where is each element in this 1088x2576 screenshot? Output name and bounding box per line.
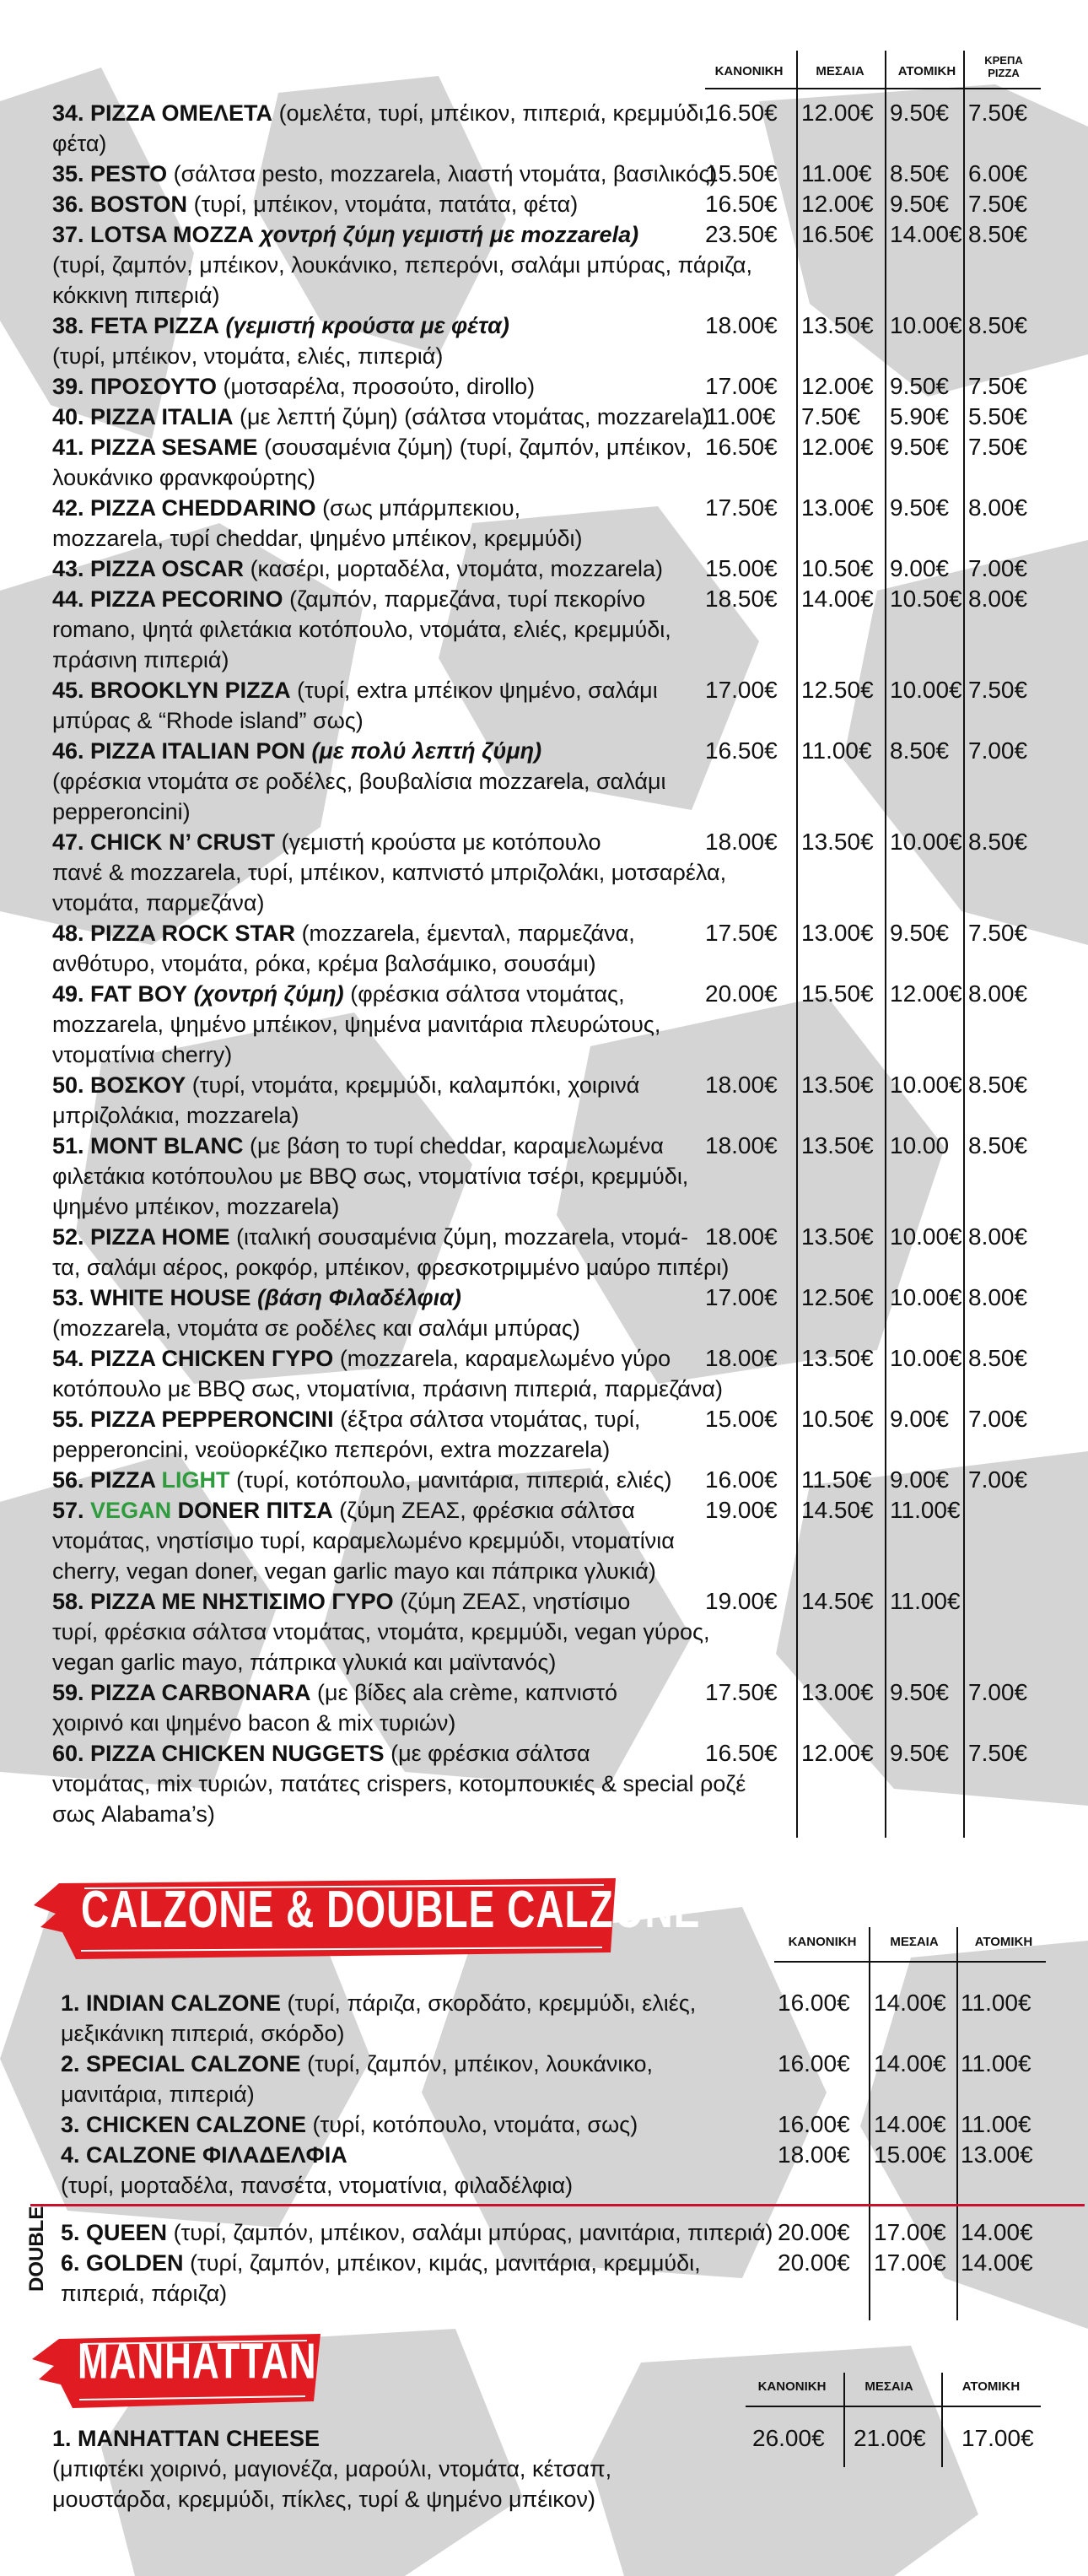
manhattan-column-divider [843,2373,845,2467]
item-name: PIZZA PEPPERONCINI [90,1407,334,1432]
item-price: 6.00€ [968,160,1028,186]
item-price: 9.50€ [890,373,950,399]
item-description: (γεμιστή κρούστα με κοτόπουλο [281,829,601,855]
item-price: 12.00€ [801,1740,874,1766]
menu-item-description-line: romano, ψητά φιλετάκια κοτόπουλο, ντομάτα, ελιές, κρεμμύδι, [52,617,671,642]
item-price: 15.00€ [874,2141,946,2168]
item-price: 13.00€ [801,494,874,521]
item-note: (χοντρή ζύμη) [193,981,344,1007]
menu-item-description-line: mozzarela, ψημένο μπέικον, ψημένα μανιτάρια πλευρώτους, [52,1012,661,1037]
item-price: 13.50€ [801,1072,874,1098]
item-price: 7.00€ [968,1406,1028,1432]
item-price: 18.00€ [705,1345,778,1371]
item-price: 18.00€ [705,1072,778,1098]
item-price: 11.00€ [961,1990,1031,2016]
item-number: 39. [52,374,91,399]
item-price: 8.00€ [968,1284,1028,1310]
item-price: 9.00€ [890,1406,950,1432]
item-name: CHICKEN CALZONE [86,2112,307,2137]
item-price: 9.50€ [890,434,950,460]
item-price: 5.50€ [968,403,1028,429]
item-name: PIZZA [90,1467,162,1493]
item-number: 1. [52,2426,78,2451]
item-number: 55. [52,1407,91,1432]
item-price: 10.50€ [801,555,874,581]
item-price: 8.50€ [968,221,1028,247]
item-description: (έξτρα σάλτσα ντομάτας, τυρί, [340,1407,641,1432]
item-description: (τυρί, πάριζα, σκορδάτο, κρεμμύδι, ελιές, [287,1990,697,2016]
crepe-label: ΚΡΕΠΑ [984,54,1023,67]
item-price: 15.00€ [705,555,778,581]
item-price: 9.50€ [890,920,950,946]
item-price: 13.50€ [801,1223,874,1250]
item-price: 14.00€ [874,2050,946,2076]
item-price: 13.00€ [801,1679,874,1705]
item-price: 18.00€ [705,312,778,338]
item-price: 14.00€ [961,2219,1033,2245]
item-price: 10.00€ [890,1072,962,1098]
item-name: PIZZA SESAME [90,435,258,460]
item-price: 14.00€ [874,1990,946,2016]
item-description: (ζύμη ΖΕΑΣ, νηστίσιμο [400,1589,631,1614]
menu-item-description-line: ψημένο μπέικον, mozzarela) [52,1194,340,1219]
item-number: 41. [52,435,91,460]
crepe-pizza-label: PIZZA [988,67,1020,79]
menu-item-description-line: cherry, vegan doner, vegan garlic mayo και πάπρικα γλυκιά) [52,1558,656,1584]
menu-item-description-line: μεξικάνικη πιπεριά, σκόρδο) [61,2021,345,2046]
menu-item-description-line: μουστάρδα, κρεμμύδι, πίκλες, τυρί & ψημένο μπέικον) [52,2487,595,2512]
calzone-banner-title: CALZONE & DOUBLE CALZONE [81,1879,701,1939]
item-number: 57. [52,1498,91,1523]
item-description: (με βίδες ala crème, καπνιστό [317,1680,618,1705]
item-name: FAT BOY [90,981,188,1007]
item-description: (ιταλική σουσαμένια ζύμη, mozzarela, ντομά- [236,1224,689,1250]
item-number: 47. [52,829,91,855]
item-number: 5. [61,2220,87,2245]
item-price: 8.00€ [968,494,1028,521]
menu-item-description-line: ανθότυρο, ντομάτα, ρόκα, κρέμα βαλσάμικο, σουσάμι) [52,951,596,976]
menu-item-description-line: κοτόπουλο με BBQ σως, ντοματίνια, πράσινη πιπεριά, παρμεζάνα) [52,1376,724,1401]
item-note: (γεμιστή κρούστα με φέτα) [225,313,509,338]
item-price: 15.50€ [801,980,874,1007]
menu-item-description-line: χοιρινό και ψημένο bacon & mix τυριών) [52,1710,456,1736]
double-calzone-label: DOUBLE [25,2206,48,2292]
item-description: (ζαμπόν, παρμεζάνα, τυρί πεκορίνο [289,586,646,612]
item-description: (κασέρι, μορταδέλα, ντομάτα, mozzarela) [250,556,664,581]
menu-item-description-line: κόκκινη πιπεριά) [52,283,220,308]
item-number: 34. [52,100,91,126]
item-price: 9.00€ [890,1466,950,1493]
item-number: 3. [61,2112,87,2137]
item-name: BROOKLYN PIZZA [90,678,291,703]
manhattan-header-medium: ΜΕΣΑΙΑ [864,2379,913,2394]
item-number: 6. [61,2250,87,2276]
menu-item-description-line: φιλετάκια κοτόπουλου με BBQ σως, ντοματίνια τσέρι, κρεμμύδι, [52,1164,689,1189]
item-name: PIZZA ITALIA [90,404,234,429]
manhattan-column-divider [941,2373,943,2467]
item-description: (τυρί, ντομάτα, κρεμμύδι, καλαμπόκι, χοιρινά [191,1072,640,1098]
item-description: (με λεπτή ζύμη) (σάλτσα ντομάτας, mozzarela) [240,404,710,429]
menu-item-description-line: (τυρί, ζαμπόν, μπέικον, λουκάνικο, πεπερόνι, σαλάμι μπύρας, πάριζα, [52,252,753,278]
item-number: 50. [52,1072,91,1098]
item-price: 14.00€ [961,2249,1033,2276]
item-number-and-name [52,2426,320,2451]
item-description: (τυρί, κοτόπουλο, ντομάτα, σως) [312,2112,638,2137]
item-price: 18.00€ [705,1223,778,1250]
item-price: 14.00€ [801,586,874,612]
item-price: 19.00€ [705,1588,778,1614]
item-price: 13.00€ [801,920,874,946]
item-name-highlight: LIGHT [161,1467,230,1493]
item-price: 12.50€ [801,1284,874,1310]
item-description: (τυρί, extra μπέικον ψημένο, σαλάμι [297,678,658,703]
item-name: GOLDEN [86,2250,184,2276]
menu-item-description-line: (φρέσκια ντομάτα σε ροδέλες, βουβαλίσια mozzarela, σαλάμι [52,769,666,794]
menu-item-description-line: τυρί, φρέσκια σάλτσα ντομάτας, ντομάτα, κρεμμύδι, vegan γύρος, [52,1619,710,1644]
menu-item-description-line: πιπεριά, πάριζα) [61,2281,228,2306]
item-price: 16.50€ [705,737,778,764]
item-name: WHITE HOUSE [90,1285,251,1310]
item-price: 10.00 [890,1132,950,1158]
item-price: 19.00€ [705,1497,778,1523]
item-number: 37. [52,222,91,247]
item-price: 16.50€ [705,434,778,460]
item-price: 16.50€ [705,191,778,217]
item-name: ΒΟΣΚΟΥ [90,1072,186,1098]
item-price: 13.50€ [801,1345,874,1371]
item-price: 10.50€ [890,586,962,612]
item-price: 11.00€ [890,1497,961,1523]
item-price: 8.50€ [968,829,1028,855]
item-number: 36. [52,192,91,217]
item-price: 11.00€ [705,403,776,429]
manhattan-header-single: ΑΤΟΜΙΚΗ [961,2379,1021,2394]
item-price: 17.00€ [874,2249,946,2276]
item-price: 7.50€ [968,100,1028,126]
item-name: PIZZA PECORINO [90,586,283,612]
item-price: 26.00€ [752,2425,825,2451]
item-price: 16.50€ [705,1740,778,1766]
item-description: (σως μπάρμπεκιου, [322,495,521,521]
item-number: 44. [52,586,91,612]
item-description: (mozzarela, καραμελωμένο γύρο [339,1346,671,1371]
item-name: ΠΡΟΣΟΥΤΟ [90,374,218,399]
item-price: 10.00€ [890,677,962,703]
manhattan-header-regular: ΚΑΝΟΝΙΚΗ [757,2379,827,2394]
item-name: QUEEN [86,2220,168,2245]
item-description: (τυρί, ζαμπόν, μπέικον, λουκάνικο, [307,2051,654,2076]
item-price: 9.50€ [890,1740,950,1766]
item-price: 11.00€ [801,737,872,764]
item-price: 13.50€ [801,312,874,338]
item-name: MANHATTAN CHEESE [78,2426,320,2451]
item-number: 51. [52,1133,91,1158]
item-description: (τυρί, κοτόπουλο, μανιτάρια, πιπεριά, ελιές) [236,1467,672,1493]
item-name: SPECIAL CALZONE [86,2051,301,2076]
menu-item-description-line: μπύρας & “Rhode island” σως) [52,708,364,733]
item-price: 15.00€ [705,1406,778,1432]
item-name: PIZZA CHEDDARINO [90,495,316,521]
menu-item-description-line: ντομάτας, νηστίσιμο τυρί, καραμελωμένο κρεμμύδι, ντοματίνια [52,1528,675,1553]
menu-item-description-line: μπριζολάκια, mozzarela) [52,1103,299,1128]
item-price: 12.00€ [801,434,874,460]
item-price: 9.50€ [890,191,950,217]
item-price: 16.00€ [778,1990,850,2016]
menu-item-description-line: (τυρί, μπέικον, ντομάτα, ελιές, πιπεριά) [52,343,444,369]
item-price: 12.00€ [801,373,874,399]
item-price: 11.50€ [801,1466,872,1493]
item-price: 12.00€ [801,191,874,217]
item-description: (σουσαμένια ζύμη) (τυρί, ζαμπόν, μπέικον, [264,435,692,460]
pizza-header-regular: ΚΑΝΟΝΙΚΗ [714,64,784,78]
item-price: 16.00€ [778,2050,850,2076]
item-price: 23.50€ [705,221,778,247]
menu-item-description-line: ντομάτα, παρμεζάνα) [52,890,265,915]
item-price: 7.00€ [968,555,1028,581]
item-price: 8.50€ [890,160,950,186]
item-number: 59. [52,1680,91,1705]
item-price: 17.50€ [705,1679,778,1705]
item-number: 56. [52,1467,91,1493]
menu-item-description-line: φέτα) [52,131,107,156]
item-price: 8.50€ [968,1072,1028,1098]
calzone-header-single: ΑΤΟΜΙΚΗ [974,1935,1033,1949]
item-price: 12.00€ [801,100,874,126]
item-number: 58. [52,1589,91,1614]
item-price: 9.50€ [890,1679,950,1705]
item-price: 7.00€ [968,737,1028,764]
item-number: 60. [52,1741,91,1766]
item-price: 18.50€ [705,586,778,612]
item-price: 16.00€ [778,2111,850,2137]
item-price: 13.50€ [801,1132,874,1158]
item-number: 54. [52,1346,91,1371]
menu-item-description-line: ντομάτας, mix τυριών, πατάτες crispers, κοτομπουκιές & special ροζέ [52,1771,746,1796]
menu-item-description-line: πράσινη πιπεριά) [52,647,229,672]
item-price: 8.00€ [968,586,1028,612]
item-number: 49. [52,981,91,1007]
item-price: 8.50€ [968,1345,1028,1371]
item-number: 48. [52,921,91,946]
item-name: PIZZA ΟΜΕΛΕΤΑ [90,100,273,126]
item-description: (με φρέσκια σάλτσα [390,1741,590,1766]
menu-item-description-line: (μπιφτέκι χοιρινό, μαγιονέζα, μαρούλι, ντομάτα, κέτσαπ, [52,2456,612,2481]
item-name: LOTSA MOZZA [90,222,255,247]
item-name: INDIAN CALZONE [86,1990,282,2016]
item-note: (βάση Φιλαδέλφια) [257,1285,461,1310]
menu-item-description-line: (τυρί, μορταδέλα, πανσέτα, ντοματίνια, φιλαδέλφια) [61,2173,574,2198]
item-price: 21.00€ [854,2425,926,2451]
item-price: 8.00€ [968,980,1028,1007]
item-number: 35. [52,161,91,186]
item-price: 13.50€ [801,829,874,855]
item-price: 20.00€ [778,2249,850,2276]
item-name: BOSTON [90,192,188,217]
item-price: 17.00€ [961,2425,1034,2451]
calzone-header-regular: ΚΑΝΟΝΙΚΗ [788,1935,857,1949]
item-price: 14.00€ [890,221,962,247]
item-price: 9.50€ [890,100,950,126]
item-price: 17.00€ [705,677,778,703]
item-price: 9.00€ [890,555,950,581]
item-number: 45. [52,678,91,703]
item-name: PIZZA ΜΕ ΝΗΣΤΙΣΙΜΟ ΓΥΡΟ [90,1589,394,1614]
item-price: 17.00€ [705,373,778,399]
item-price: 12.00€ [890,980,962,1007]
item-description: (φρέσκια σάλτσα ντομάτας, [350,981,625,1007]
item-price: 11.00€ [961,2111,1031,2137]
item-price: 17.50€ [705,494,778,521]
menu-item-description-line: τα, σαλάμι αέρος, ροκφόρ, μπέικον, φρεσκοτριμμένο μαύρο πιπέρι) [52,1255,730,1280]
item-price: 10.50€ [801,1406,874,1432]
item-price: 9.50€ [890,494,950,521]
item-name: FETA PIZZA [90,313,220,338]
item-price: 5.90€ [890,403,950,429]
pizza-header-single: ΑΤΟΜΙΚΗ [897,64,956,78]
item-name: PIZZA CARBONARA [90,1680,311,1705]
item-price: 8.50€ [968,312,1028,338]
item-price: 16.50€ [705,100,778,126]
manhattan-header-rule [746,2406,1041,2407]
item-description: (τυρί, ζαμπόν, μπέικον, κιμάς, μανιτάρια, κρεμμύδι, [190,2250,701,2276]
item-price: 18.00€ [705,829,778,855]
item-price: 10.00€ [890,1223,962,1250]
menu-item-description-line: πανέ & mozzarela, τυρί, μπέικον, καπνιστό μπριζολάκι, μοτσαρέλα, [52,860,727,885]
item-note: χοντρή ζύμη γεμιστή με mozzarela) [260,222,639,247]
item-price: 8.50€ [890,737,950,764]
item-price: 7.50€ [968,920,1028,946]
item-price: 11.00€ [961,2050,1031,2076]
item-description: (ζύμη ΖΕΑΣ, φρέσκια σάλτσα [339,1498,635,1523]
item-price: 8.50€ [968,1132,1028,1158]
item-number: 38. [52,313,91,338]
item-price: 7.50€ [968,191,1028,217]
item-number: 1. [61,1990,87,2016]
menu-item-description-line: (mozzarela, ντομάτα σε ροδέλες και σαλάμι μπύρας) [52,1315,580,1341]
item-price: 11.00€ [890,1588,961,1614]
item-price: 11.00€ [801,160,872,186]
item-name: PESTO [90,161,168,186]
item-number: 46. [52,738,91,764]
item-price: 10.00€ [890,1284,962,1310]
item-price: 18.00€ [778,2141,850,2168]
item-name: PIZZA OSCAR [90,556,245,581]
item-price: 17.00€ [705,1284,778,1310]
item-price: 7.00€ [968,1679,1028,1705]
item-price: 14.00€ [874,2111,946,2137]
menu-item-line [52,2423,320,2454]
item-price: 7.50€ [968,677,1028,703]
item-note: (με πολύ λεπτή ζύμη) [311,738,542,764]
item-name: CHICK N’ CRUST [90,829,276,855]
menu-item-description-line: σως Alabama’s) [52,1801,215,1827]
item-price: 10.00€ [890,829,962,855]
item-name: CALZONE ΦΙΛΑΔΕΛΦΙΑ [86,2142,347,2168]
item-number: 53. [52,1285,91,1310]
item-description: (ομελέτα, τυρί, μπέικον, πιπεριά, κρεμμύδι, [278,100,710,126]
item-price: 7.50€ [968,1740,1028,1766]
menu-item-description-line: pepperoncini, νεοϋορκέζικο πεπερόνι, extra mozzarela) [52,1437,611,1462]
item-description: (σάλτσα pesto, mozzarela, λιαστή ντομάτα, βασιλικός) [173,161,718,186]
item-name-highlight: VEGAN [90,1498,178,1523]
item-price: 7.00€ [968,1466,1028,1493]
item-name: PIZZA CHICKEN NUGGETS [90,1741,385,1766]
item-price: 7.50€ [968,434,1028,460]
item-description: (τυρί, μπέικον, ντομάτα, πατάτα, φέτα) [193,192,579,217]
item-price: 17.00€ [874,2219,946,2245]
item-number: 52. [52,1224,91,1250]
manhattan-banner-title: MANHATTAN [78,2334,317,2390]
item-name: MONT BLANC [90,1133,244,1158]
menu-item-description-line: vegan garlic mayo, πάπρικα γλυκιά και μαϊντανός) [52,1650,557,1675]
item-price: 20.00€ [705,980,778,1007]
item-number: 42. [52,495,91,521]
menu-item-description-line: pepperoncini) [52,799,191,824]
item-price: 12.50€ [801,677,874,703]
item-number: 4. [61,2142,87,2168]
item-price: 14.50€ [801,1588,874,1614]
item-price: 7.50€ [968,373,1028,399]
menu-item-description-line: mozzarela, τυρί cheddar, ψημένο μπέικον, κρεμμύδι) [52,526,583,551]
item-price: 14.50€ [801,1497,874,1523]
item-price: 13.00€ [961,2141,1033,2168]
menu-item-description-line: μανιτάρια, πιπεριά) [61,2082,255,2107]
item-name: PIZZA CHICKEN ΓΥΡΟ [90,1346,334,1371]
item-description: (τυρί, ζαμπόν, μπέικον, σαλάμι μπύρας, μανιτάρια, πιπεριά) [173,2220,773,2245]
pizza-header-medium: ΜΕΣΑΙΑ [816,64,864,78]
item-number: 43. [52,556,91,581]
item-description: (mozzarela, έμενταλ, παρμεζάνα, [301,921,635,946]
item-name: PIZZA HOME [90,1224,230,1250]
item-description: (με βάση το τυρί cheddar, καραμελωμένα [250,1133,664,1158]
item-price: 8.00€ [968,1223,1028,1250]
item-price: 7.50€ [801,403,861,429]
item-price: 10.00€ [890,312,962,338]
item-price: 17.50€ [705,920,778,946]
item-price: 16.50€ [801,221,874,247]
item-number: 2. [61,2051,87,2076]
item-description: (μοτσαρέλα, προσούτο, dirollo) [223,374,536,399]
menu-item-description-line: λουκάνικο φρανκφούρτης) [52,465,315,490]
item-number: 40. [52,404,91,429]
calzone-header-medium: ΜΕΣΑΙΑ [890,1935,939,1949]
menu-item-description-line: ντοματίνια cherry) [52,1042,233,1067]
item-price: 20.00€ [778,2219,850,2245]
item-price: 16.00€ [705,1466,778,1493]
item-price: 18.00€ [705,1132,778,1158]
item-name: PIZZA ROCK STAR [90,921,296,946]
item-name: DONER ΠΙΤΣΑ [177,1498,333,1523]
item-name: PIZZA ITALIAN PON [90,738,306,764]
item-price: 15.50€ [705,160,778,186]
item-price: 10.00€ [890,1345,962,1371]
